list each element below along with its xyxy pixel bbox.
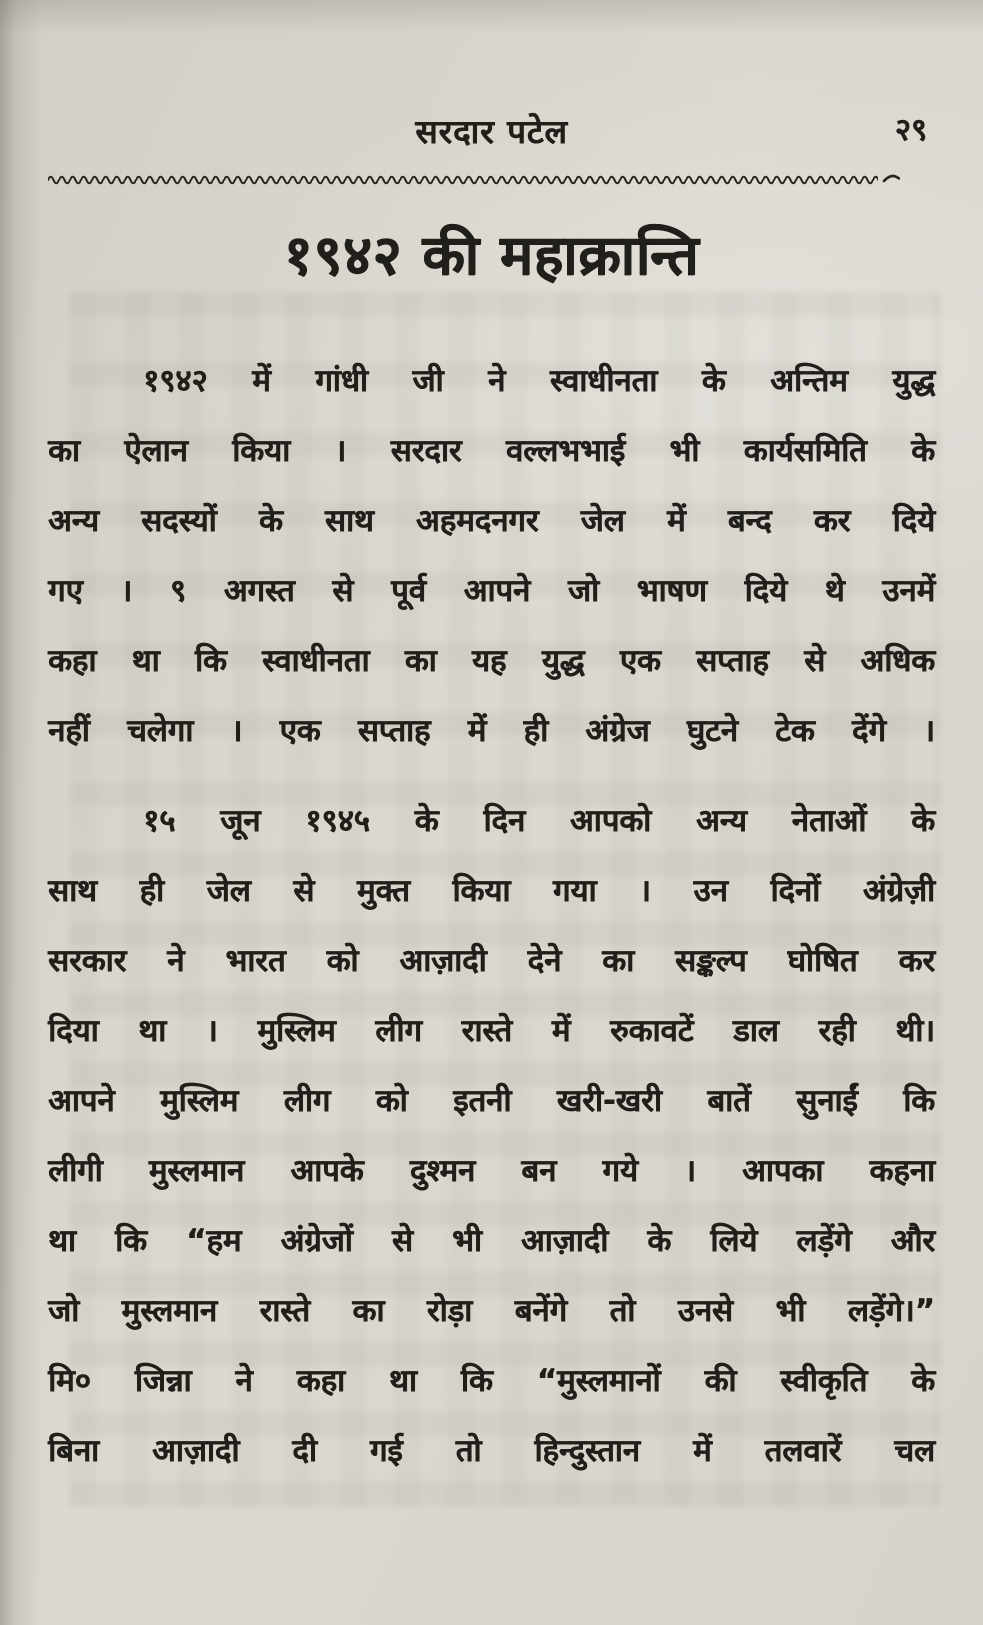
word: १५ — [143, 803, 176, 839]
text-line — [48, 1206, 935, 1276]
chapter-title: १९४२ की महाक्रान्ति — [283, 223, 700, 287]
word: अहमदनगर — [415, 503, 539, 539]
word: कहना — [869, 1153, 935, 1189]
running-book-title: सरदार पटेल — [415, 112, 568, 151]
word: से — [293, 873, 315, 909]
word: के — [647, 1223, 672, 1259]
word: दिनों — [770, 873, 821, 909]
word: था — [138, 1013, 167, 1049]
word: स्वाधीनता — [262, 643, 370, 679]
word: को — [326, 943, 359, 979]
word: के — [911, 1363, 935, 1399]
word: उन — [693, 873, 728, 909]
wavy-divider — [48, 172, 900, 188]
word: । — [639, 873, 651, 909]
word: आपका — [742, 1153, 824, 1189]
word: में — [692, 1433, 712, 1469]
word: जो — [567, 573, 599, 609]
word: । — [205, 1013, 218, 1049]
text-line — [48, 556, 935, 626]
running-head — [0, 108, 983, 164]
text-line — [48, 1066, 935, 1136]
word: डाल — [733, 1013, 779, 1049]
word: युद्ध — [541, 643, 585, 679]
word: को — [375, 1083, 408, 1119]
word: आज़ादी — [520, 1223, 609, 1259]
word: गांधी — [315, 363, 368, 399]
word: स्वीकृति — [780, 1363, 868, 1399]
word: सदस्यों — [141, 503, 217, 539]
word: सुनाईं — [796, 1083, 858, 1119]
word: गए — [48, 573, 83, 609]
word: ने — [167, 943, 185, 979]
word: कि — [903, 1083, 935, 1119]
word: मुस्लिम — [257, 1013, 336, 1049]
word: कि — [114, 1223, 147, 1259]
text-line — [48, 416, 935, 486]
word: से — [804, 643, 826, 679]
word: बातें — [707, 1083, 751, 1119]
word: किया — [232, 433, 290, 469]
word: मि० — [48, 1363, 91, 1399]
word: कर — [898, 943, 935, 979]
word: नहीं — [48, 713, 90, 749]
word: स्वाधीनता — [549, 363, 658, 399]
word: के — [911, 433, 935, 469]
word: सरकार — [48, 943, 127, 979]
word: में — [666, 503, 686, 539]
word: और — [890, 1223, 935, 1259]
word: से — [391, 1223, 413, 1259]
word: बन — [521, 1153, 557, 1189]
word: लीग — [283, 1083, 331, 1119]
text-line — [48, 786, 935, 856]
word: कहा — [296, 1363, 345, 1399]
word: तो — [609, 1293, 636, 1329]
word: । — [120, 573, 133, 609]
word: की — [704, 1363, 737, 1399]
word: यह — [471, 643, 507, 679]
word: अन्य — [48, 503, 99, 539]
word: भारत — [225, 943, 286, 979]
word: जिन्ना — [134, 1363, 192, 1399]
word: अंग्रेज़ी — [862, 873, 935, 909]
word: लीगी — [48, 1153, 103, 1189]
word: मुस्लमान — [148, 1153, 245, 1189]
word: के — [414, 803, 439, 839]
word: में — [467, 713, 487, 749]
word: अंग्रेजों — [280, 1223, 353, 1259]
word: सरदार — [390, 433, 462, 469]
word: जो — [48, 1293, 80, 1329]
word: अन्य — [695, 803, 747, 839]
word: भी — [669, 433, 700, 469]
word: गया — [552, 873, 597, 909]
word: लीग — [375, 1013, 422, 1049]
word: ऐलान — [124, 433, 188, 469]
word: बन्द — [727, 503, 772, 539]
word: में — [551, 1013, 571, 1049]
text-line — [48, 996, 935, 1066]
word: ही — [139, 873, 164, 909]
word: रुकावटें — [610, 1013, 694, 1049]
word: भाषण — [636, 573, 707, 609]
word: ९ — [169, 573, 186, 609]
word: देंगे — [851, 713, 886, 749]
word: दिये — [892, 503, 935, 539]
word: का — [602, 943, 635, 979]
word: कार्यसमिति — [743, 433, 867, 469]
text-line — [48, 696, 935, 766]
word: जून — [220, 803, 261, 839]
word: । — [230, 713, 243, 749]
paragraph — [48, 786, 935, 1486]
word: ने — [488, 363, 506, 399]
text-line — [48, 1136, 935, 1206]
word: टेक — [775, 713, 815, 749]
word: जेल — [580, 503, 625, 539]
word: भी — [775, 1293, 806, 1329]
word: वल्लभभाई — [505, 433, 625, 469]
word: का — [352, 1293, 385, 1329]
word: आज़ादी — [399, 943, 487, 979]
word: । — [684, 1153, 696, 1189]
word: किया — [452, 873, 511, 909]
word: “मुस्लमानों — [536, 1363, 661, 1399]
word: था — [131, 643, 160, 679]
word: का — [48, 433, 80, 469]
word: गये — [602, 1153, 638, 1189]
word: आपने — [48, 1083, 115, 1119]
word: बिना — [48, 1433, 99, 1469]
word: १९४२ — [143, 363, 208, 399]
word: के — [258, 503, 283, 539]
word: कि — [460, 1363, 493, 1399]
word: ही — [523, 713, 548, 749]
word: मुक्त — [356, 873, 410, 909]
word: ने — [235, 1363, 253, 1399]
word: अगस्त — [223, 573, 295, 609]
word: सप्ताह — [357, 713, 431, 749]
word: । — [334, 433, 347, 469]
word: जेल — [206, 873, 251, 909]
word: दिये — [744, 573, 787, 609]
text-line — [48, 926, 935, 996]
word: तलवारें — [764, 1433, 842, 1469]
word: अन्तिम — [770, 363, 848, 399]
word: । — [923, 713, 935, 749]
word: उनमें — [882, 573, 935, 609]
word: देने — [527, 943, 562, 979]
word: खरी-खरी — [556, 1083, 662, 1119]
word: रास्ते — [461, 1013, 512, 1049]
text-line — [48, 486, 935, 556]
word: कर — [813, 503, 851, 539]
word: से — [332, 573, 354, 609]
word: दी — [292, 1433, 317, 1469]
word: थे — [824, 573, 845, 609]
word: लिये — [710, 1223, 758, 1259]
word: के — [911, 803, 935, 839]
word: थी। — [895, 1013, 935, 1049]
word: एक — [619, 643, 661, 679]
word: उनसे — [677, 1293, 733, 1329]
word: चल — [894, 1433, 935, 1469]
word: एक — [279, 713, 321, 749]
word: के — [701, 363, 726, 399]
word: कि — [194, 643, 227, 679]
word: रास्ते — [259, 1293, 310, 1329]
word: अंग्रेज — [585, 713, 650, 749]
word: आपने — [463, 573, 531, 609]
word: सप्ताह — [696, 643, 769, 679]
word: मुस्लिम — [160, 1083, 239, 1119]
word: आज़ादी — [152, 1433, 240, 1469]
text-line — [48, 1416, 935, 1486]
word: था — [388, 1363, 417, 1399]
word: भी — [451, 1223, 482, 1259]
word: गई — [369, 1433, 403, 1469]
word: घोषित — [787, 943, 858, 979]
word: था — [48, 1223, 76, 1259]
word: बनेंगे — [514, 1293, 567, 1329]
word: पूर्व — [391, 573, 426, 609]
word: १९४५ — [305, 803, 370, 839]
word: लड़ेंगे — [796, 1223, 852, 1259]
word: रोड़ा — [426, 1293, 473, 1329]
word: दिन — [483, 803, 526, 839]
word: इतनी — [453, 1083, 512, 1119]
word: दिया — [48, 1013, 99, 1049]
text-line — [48, 1276, 935, 1346]
word: अधिक — [860, 643, 935, 679]
word: साथ — [48, 873, 97, 909]
text-line — [48, 1346, 935, 1416]
text-line — [48, 626, 935, 696]
word: चलेगा — [126, 713, 194, 749]
word: कहा — [48, 643, 97, 679]
text-line — [48, 856, 935, 926]
text-line — [48, 346, 935, 416]
word: में — [252, 363, 271, 399]
word: नेताओं — [791, 803, 867, 839]
word: घुटने — [686, 713, 738, 749]
word: आपको — [569, 803, 652, 839]
paragraph — [48, 346, 935, 766]
word: सङ्कल्प — [675, 943, 747, 979]
word: तो — [455, 1433, 482, 1469]
word: जी — [412, 363, 444, 399]
word: दुश्मन — [409, 1153, 476, 1189]
word: “हम — [185, 1223, 242, 1259]
word: का — [404, 643, 437, 679]
word: मुस्लमान — [121, 1293, 217, 1329]
word: हिन्दुस्तान — [534, 1433, 640, 1469]
word: साथ — [324, 503, 374, 539]
word: आपके — [290, 1153, 364, 1189]
page-number: २९ — [894, 112, 927, 148]
word: लड़ेंगे।” — [847, 1293, 935, 1329]
word: युद्ध — [892, 363, 935, 399]
word: रही — [818, 1013, 856, 1049]
